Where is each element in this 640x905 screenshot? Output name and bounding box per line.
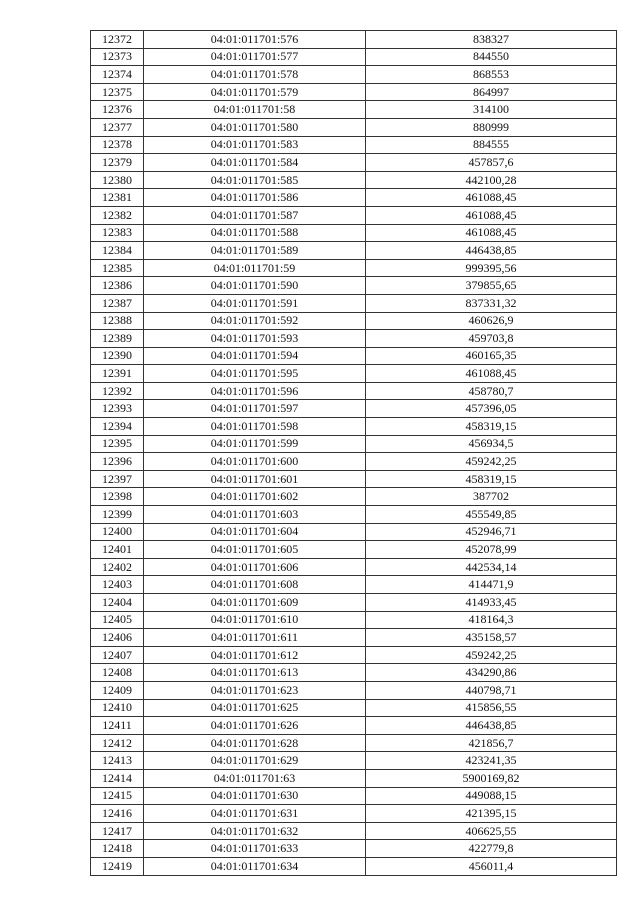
table-row [91, 470, 617, 488]
row-number-cell: 12417 [91, 822, 144, 840]
cadastral-value-cell: 314100 [366, 101, 617, 119]
cadastral-number-cell: 04:01:011701:625 [144, 699, 366, 717]
cadastral-value-cell: 406625,55 [366, 822, 617, 840]
table-row [91, 418, 617, 436]
cadastral-number-cell: 04:01:011701:583 [144, 136, 366, 154]
cadastral-number-cell: 04:01:011701:630 [144, 787, 366, 805]
table-row [91, 717, 617, 735]
row-number-cell: 12419 [91, 857, 144, 875]
table-row [91, 294, 617, 312]
cadastral-number-cell: 04:01:011701:608 [144, 576, 366, 594]
cadastral-number-cell: 04:01:011701:580 [144, 118, 366, 136]
table-row [91, 506, 617, 524]
cadastral-number-cell: 04:01:011701:576 [144, 31, 366, 49]
cadastral-number-cell: 04:01:011701:634 [144, 857, 366, 875]
cadastral-number-cell: 04:01:011701:596 [144, 382, 366, 400]
cadastral-value-cell: 458319,15 [366, 418, 617, 436]
cadastral-value-cell: 460626,9 [366, 312, 617, 330]
table-row [91, 259, 617, 277]
row-number-cell: 12402 [91, 558, 144, 576]
table-row [91, 312, 617, 330]
row-number-cell: 12393 [91, 400, 144, 418]
cadastral-number-cell: 04:01:011701:594 [144, 347, 366, 365]
row-number-cell: 12405 [91, 611, 144, 629]
table-row [91, 435, 617, 453]
cadastral-value-cell: 421395,15 [366, 805, 617, 823]
table-row [91, 330, 617, 348]
row-number-cell: 12404 [91, 594, 144, 612]
cadastral-number-cell: 04:01:011701:58 [144, 101, 366, 119]
table-row [91, 154, 617, 172]
cadastral-number-cell: 04:01:011701:598 [144, 418, 366, 436]
cadastral-number-cell: 04:01:011701:578 [144, 66, 366, 84]
row-number-cell: 12411 [91, 717, 144, 735]
table-row [91, 681, 617, 699]
row-number-cell: 12397 [91, 470, 144, 488]
cadastral-value-cell: 379855,65 [366, 277, 617, 295]
cadastral-number-cell: 04:01:011701:591 [144, 294, 366, 312]
table-row [91, 805, 617, 823]
row-number-cell: 12372 [91, 31, 144, 49]
table-row [91, 752, 617, 770]
cadastral-number-cell: 04:01:011701:602 [144, 488, 366, 506]
table-row [91, 594, 617, 612]
cadastral-number-cell: 04:01:011701:626 [144, 717, 366, 735]
cadastral-value-cell: 440798,71 [366, 681, 617, 699]
cadastral-value-cell: 461088,45 [366, 206, 617, 224]
cadastral-number-cell: 04:01:011701:609 [144, 594, 366, 612]
cadastral-value-cell: 414471,9 [366, 576, 617, 594]
row-number-cell: 12414 [91, 769, 144, 787]
table-row [91, 488, 617, 506]
cadastral-value-cell: 999395,56 [366, 259, 617, 277]
cadastral-value-cell: 868553 [366, 66, 617, 84]
cadastral-value-cell: 456934,5 [366, 435, 617, 453]
cadastral-value-cell: 838327 [366, 31, 617, 49]
cadastral-number-cell: 04:01:011701:59 [144, 259, 366, 277]
cadastral-value-cell: 421856,7 [366, 734, 617, 752]
row-number-cell: 12394 [91, 418, 144, 436]
row-number-cell: 12384 [91, 242, 144, 260]
table-row [91, 224, 617, 242]
cadastral-number-cell: 04:01:011701:586 [144, 189, 366, 207]
cadastral-number-cell: 04:01:011701:63 [144, 769, 366, 787]
table-row [91, 31, 617, 49]
table-row [91, 541, 617, 559]
cadastral-number-cell: 04:01:011701:604 [144, 523, 366, 541]
table-row [91, 611, 617, 629]
cadastral-number-cell: 04:01:011701:632 [144, 822, 366, 840]
table-row [91, 769, 617, 787]
cadastral-value-cell: 455549,85 [366, 506, 617, 524]
table-row [91, 857, 617, 875]
cadastral-number-cell: 04:01:011701:611 [144, 629, 366, 647]
row-number-cell: 12377 [91, 118, 144, 136]
cadastral-number-cell: 04:01:011701:631 [144, 805, 366, 823]
table-row [91, 787, 617, 805]
table-row [91, 277, 617, 295]
table-body [91, 31, 617, 876]
cadastral-number-cell: 04:01:011701:601 [144, 470, 366, 488]
cadastral-number-cell: 04:01:011701:595 [144, 365, 366, 383]
row-number-cell: 12387 [91, 294, 144, 312]
table-row [91, 576, 617, 594]
cadastral-value-cell: 844550 [366, 48, 617, 66]
table-row [91, 101, 617, 119]
row-number-cell: 12401 [91, 541, 144, 559]
cadastral-value-cell: 422779,8 [366, 840, 617, 858]
table-row [91, 83, 617, 101]
cadastral-value-cell: 452946,71 [366, 523, 617, 541]
table-row [91, 646, 617, 664]
cadastral-value-cell: 458780,7 [366, 382, 617, 400]
row-number-cell: 12383 [91, 224, 144, 242]
cadastral-value-cell: 423241,35 [366, 752, 617, 770]
row-number-cell: 12389 [91, 330, 144, 348]
cadastral-number-cell: 04:01:011701:633 [144, 840, 366, 858]
row-number-cell: 12386 [91, 277, 144, 295]
table-row [91, 400, 617, 418]
row-number-cell: 12409 [91, 681, 144, 699]
table-row [91, 206, 617, 224]
row-number-cell: 12418 [91, 840, 144, 858]
cadastral-number-cell: 04:01:011701:577 [144, 48, 366, 66]
table-row [91, 189, 617, 207]
row-number-cell: 12388 [91, 312, 144, 330]
table-row [91, 66, 617, 84]
cadastral-value-table [90, 30, 617, 876]
row-number-cell: 12380 [91, 171, 144, 189]
cadastral-number-cell: 04:01:011701:603 [144, 506, 366, 524]
cadastral-value-cell: 452078,99 [366, 541, 617, 559]
table-row [91, 699, 617, 717]
cadastral-number-cell: 04:01:011701:600 [144, 453, 366, 471]
row-number-cell: 12400 [91, 523, 144, 541]
cadastral-number-cell: 04:01:011701:629 [144, 752, 366, 770]
table-row [91, 664, 617, 682]
table-row [91, 734, 617, 752]
cadastral-value-cell: 459703,8 [366, 330, 617, 348]
cadastral-number-cell: 04:01:011701:628 [144, 734, 366, 752]
cadastral-number-cell: 04:01:011701:588 [144, 224, 366, 242]
cadastral-number-cell: 04:01:011701:613 [144, 664, 366, 682]
row-number-cell: 12406 [91, 629, 144, 647]
row-number-cell: 12392 [91, 382, 144, 400]
cadastral-number-cell: 04:01:011701:585 [144, 171, 366, 189]
cadastral-value-cell: 434290,86 [366, 664, 617, 682]
cadastral-value-cell: 864997 [366, 83, 617, 101]
table-row [91, 347, 617, 365]
table-row [91, 523, 617, 541]
cadastral-number-cell: 04:01:011701:589 [144, 242, 366, 260]
cadastral-number-cell: 04:01:011701:593 [144, 330, 366, 348]
cadastral-value-cell: 418164,3 [366, 611, 617, 629]
cadastral-number-cell: 04:01:011701:599 [144, 435, 366, 453]
cadastral-value-cell: 442534,14 [366, 558, 617, 576]
table-row [91, 48, 617, 66]
cadastral-value-cell: 461088,45 [366, 224, 617, 242]
cadastral-number-cell: 04:01:011701:579 [144, 83, 366, 101]
cadastral-value-cell: 457396,05 [366, 400, 617, 418]
row-number-cell: 12390 [91, 347, 144, 365]
row-number-cell: 12376 [91, 101, 144, 119]
row-number-cell: 12379 [91, 154, 144, 172]
row-number-cell: 12408 [91, 664, 144, 682]
row-number-cell: 12395 [91, 435, 144, 453]
row-number-cell: 12373 [91, 48, 144, 66]
cadastral-value-cell: 461088,45 [366, 189, 617, 207]
cadastral-value-cell: 457857,6 [366, 154, 617, 172]
table-row [91, 365, 617, 383]
row-number-cell: 12378 [91, 136, 144, 154]
table-row [91, 242, 617, 260]
table-row [91, 629, 617, 647]
cadastral-number-cell: 04:01:011701:612 [144, 646, 366, 664]
cadastral-value-cell: 458319,15 [366, 470, 617, 488]
cadastral-value-cell: 459242,25 [366, 646, 617, 664]
cadastral-value-cell: 461088,45 [366, 365, 617, 383]
cadastral-number-cell: 04:01:011701:590 [144, 277, 366, 295]
table-row [91, 171, 617, 189]
row-number-cell: 12410 [91, 699, 144, 717]
row-number-cell: 12399 [91, 506, 144, 524]
cadastral-number-cell: 04:01:011701:584 [144, 154, 366, 172]
cadastral-value-cell: 880999 [366, 118, 617, 136]
row-number-cell: 12412 [91, 734, 144, 752]
table-row [91, 822, 617, 840]
cadastral-number-cell: 04:01:011701:623 [144, 681, 366, 699]
table-row [91, 558, 617, 576]
table-row [91, 453, 617, 471]
row-number-cell: 12396 [91, 453, 144, 471]
cadastral-value-cell: 442100,28 [366, 171, 617, 189]
table-row [91, 382, 617, 400]
cadastral-value-cell: 449088,15 [366, 787, 617, 805]
cadastral-number-cell: 04:01:011701:605 [144, 541, 366, 559]
cadastral-value-cell: 5900169,82 [366, 769, 617, 787]
row-number-cell: 12413 [91, 752, 144, 770]
row-number-cell: 12407 [91, 646, 144, 664]
cadastral-value-cell: 435158,57 [366, 629, 617, 647]
table-row [91, 118, 617, 136]
cadastral-number-cell: 04:01:011701:597 [144, 400, 366, 418]
cadastral-value-cell: 414933,45 [366, 594, 617, 612]
cadastral-value-cell: 459242,25 [366, 453, 617, 471]
table-row [91, 840, 617, 858]
row-number-cell: 12403 [91, 576, 144, 594]
cadastral-value-cell: 837331,32 [366, 294, 617, 312]
cadastral-value-cell: 446438,85 [366, 717, 617, 735]
row-number-cell: 12375 [91, 83, 144, 101]
cadastral-value-cell: 884555 [366, 136, 617, 154]
table-row [91, 136, 617, 154]
cadastral-value-cell: 446438,85 [366, 242, 617, 260]
cadastral-value-cell: 460165,35 [366, 347, 617, 365]
cadastral-number-cell: 04:01:011701:606 [144, 558, 366, 576]
cadastral-number-cell: 04:01:011701:592 [144, 312, 366, 330]
cadastral-value-cell: 387702 [366, 488, 617, 506]
cadastral-value-cell: 456011,4 [366, 857, 617, 875]
row-number-cell: 12385 [91, 259, 144, 277]
row-number-cell: 12391 [91, 365, 144, 383]
row-number-cell: 12398 [91, 488, 144, 506]
row-number-cell: 12415 [91, 787, 144, 805]
row-number-cell: 12381 [91, 189, 144, 207]
row-number-cell: 12416 [91, 805, 144, 823]
cadastral-number-cell: 04:01:011701:587 [144, 206, 366, 224]
cadastral-number-cell: 04:01:011701:610 [144, 611, 366, 629]
row-number-cell: 12382 [91, 206, 144, 224]
row-number-cell: 12374 [91, 66, 144, 84]
cadastral-value-cell: 415856,55 [366, 699, 617, 717]
